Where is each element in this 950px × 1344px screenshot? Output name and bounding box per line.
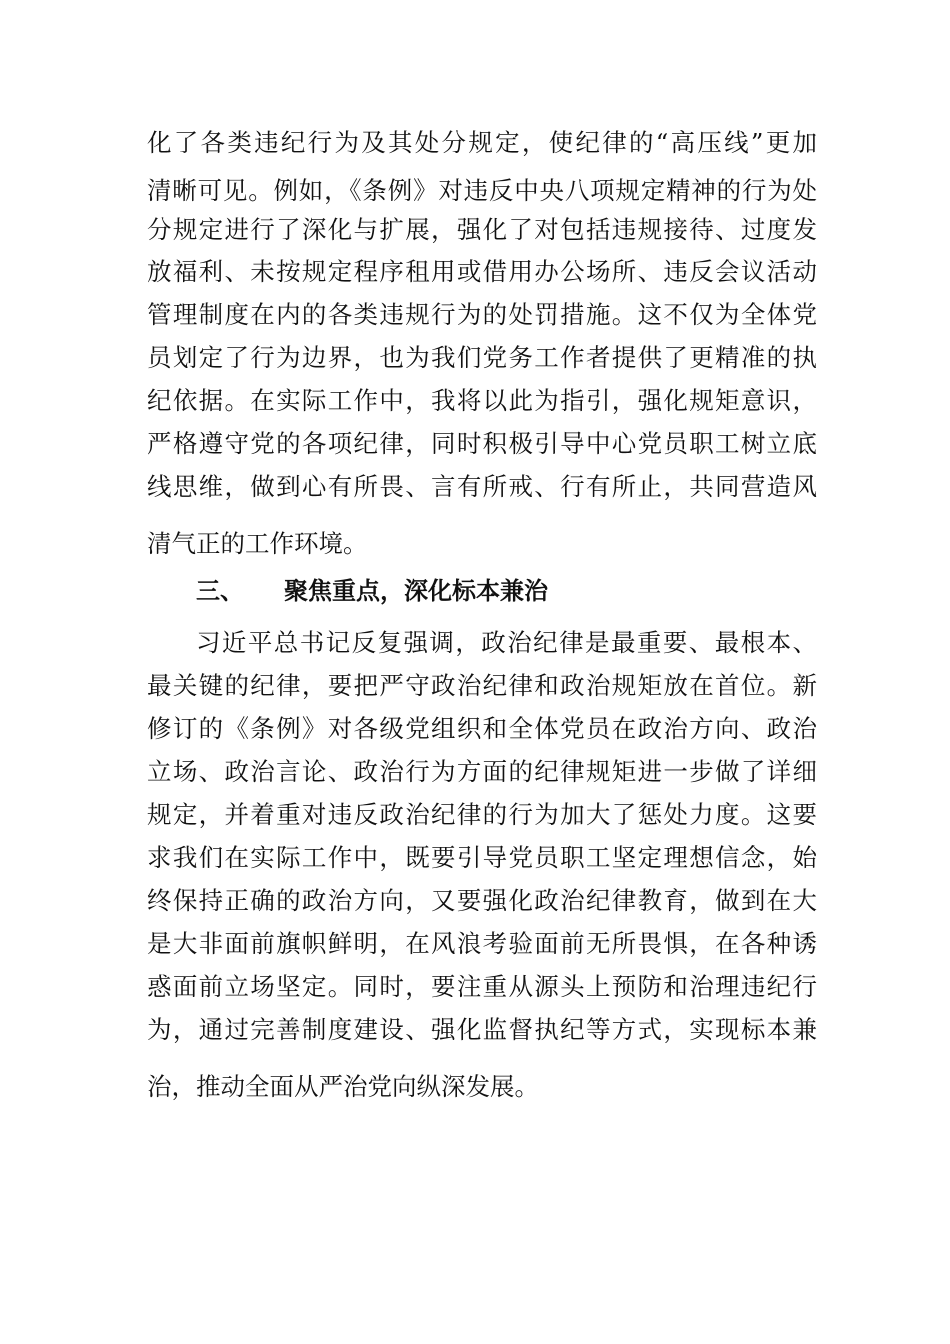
- paragraph-line: 清晰可见。例如，《条例》对违反中央八项规定精神的行为处: [147, 176, 817, 205]
- paragraph-line: 线思维，做到心有所畏、言有所戒、行有所止，共同营造风: [147, 472, 817, 501]
- paragraph-line: 严格遵守党的各项纪律，同时积极引导中心党员职工树立底: [147, 429, 817, 458]
- paragraph-line: 立场、政治言论、政治行为方面的纪律规矩进一步做了详细: [147, 757, 817, 786]
- paragraph-line: 放福利、未按规定程序租用或借用办公场所、违反会议活动: [147, 257, 817, 286]
- paragraph-line: 规定，并着重对违反政治纪律的行为加大了惩处力度。这要: [147, 800, 817, 829]
- paragraph-line: 分规定进行了深化与扩展，强化了对包括违规接待、过度发: [147, 215, 817, 244]
- paragraph-line: 习近平总书记反复强调，政治纪律是最重要、最根本、: [196, 628, 817, 657]
- paragraph-line: 修订的《条例》对各级党组织和全体党员在政治方向、政治: [147, 714, 817, 743]
- paragraph-line: 惑面前立场坚定。同时，要注重从源头上预防和治理违纪行: [147, 972, 817, 1001]
- paragraph-line: 求我们在实际工作中，既要引导党员职工坚定理想信念，始: [147, 843, 817, 872]
- paragraph-line: 员划定了行为边界，也为我们党务工作者提供了更精准的执: [147, 343, 817, 372]
- section-title: 聚焦重点，深化标本兼治: [284, 577, 548, 605]
- paragraph-line: 纪依据。在实际工作中，我将以此为指引，强化规矩意识，: [147, 386, 817, 415]
- paragraph-line: 是大非面前旗帜鲜明，在风浪考验面前无所畏惧，在各种诱: [147, 929, 817, 958]
- section-number: 三、: [196, 577, 244, 605]
- paragraph-line: 为，通过完善制度建设、强化监督执纪等方式，实现标本兼: [147, 1015, 817, 1044]
- paragraph-line: 最关键的纪律，要把严守政治纪律和政治规矩放在首位。新: [147, 671, 817, 700]
- paragraph-line: 化了各类违纪行为及其处分规定，使纪律的“高压线”更加: [147, 128, 817, 157]
- paragraph-line: 治，推动全面从严治党向纵深发展。: [147, 1072, 539, 1101]
- paragraph-line: 清气正的工作环境。: [147, 529, 368, 558]
- paragraph-line: 终保持正确的政治方向，又要强化政治纪律教育，做到在大: [147, 886, 817, 915]
- paragraph-line: 管理制度在内的各类违规行为的处罚措施。这不仅为全体党: [147, 300, 817, 329]
- section-heading: [196, 576, 548, 606]
